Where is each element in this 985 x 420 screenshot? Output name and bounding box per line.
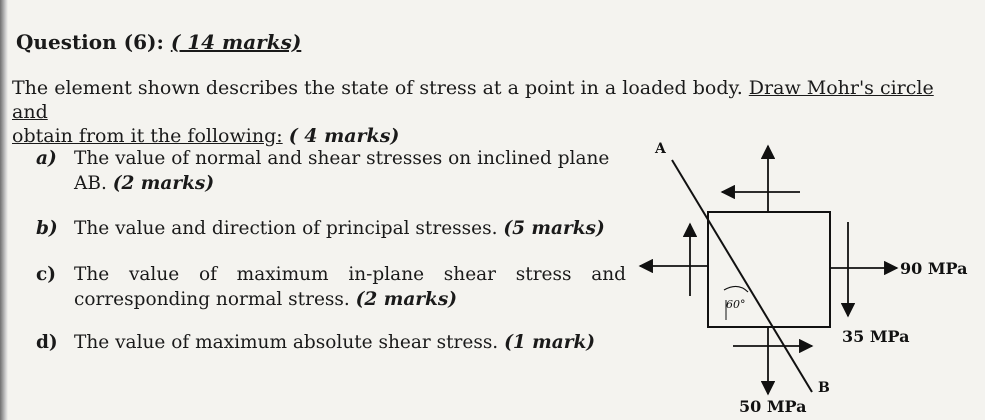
item-text-continued: corresponding normal stress.	[74, 289, 350, 310]
sub-question-b	[36, 216, 626, 241]
intro-instruction-2: obtain from it the following:	[12, 125, 283, 147]
intro-text: The element shown describes the state of stress at a point in a loaded body.	[12, 77, 743, 99]
question-marks: ( 14 marks)	[170, 30, 302, 54]
item-text: The value of maximum absolute shear stress.	[74, 332, 499, 353]
item-text-continued: AB.	[74, 173, 107, 194]
question-number: Question (6):	[16, 30, 164, 54]
item-text: The value and direction of principal stresses.	[74, 218, 498, 239]
point-a-label: A	[655, 141, 666, 157]
sub-question-d	[36, 330, 626, 355]
stress-element-figure	[620, 130, 980, 420]
item-marks: (2 marks)	[112, 173, 215, 194]
stress-x-label: 90 MPa	[900, 259, 968, 278]
point-b-label: B	[818, 380, 830, 396]
angle-arc	[724, 286, 748, 292]
stress-y-label: 50 MPa	[739, 397, 807, 416]
item-marks: (2 marks)	[355, 289, 458, 310]
item-marks: (5 marks)	[503, 218, 605, 239]
intro-marks: ( 4 marks)	[288, 125, 400, 147]
sub-question-a	[36, 146, 626, 196]
shear-stress-label: 35 MPa	[842, 327, 910, 346]
item-label: b)	[36, 218, 58, 239]
item-marks: (1 mark)	[504, 332, 596, 353]
item-text: The value of normal and shear stresses on inclined plane	[74, 148, 610, 169]
sub-question-c	[36, 262, 626, 312]
item-label: a)	[36, 148, 57, 169]
item-text: The value of maximum in-plane shear stress and	[74, 264, 626, 285]
item-label: c)	[36, 264, 57, 285]
question-title	[16, 30, 301, 54]
item-label: d)	[36, 332, 58, 353]
intro-instruction-1: Draw Mohr's circle and	[12, 77, 934, 123]
angle-label: 60°	[726, 298, 746, 311]
inclined-plane-ab	[672, 160, 812, 392]
scan-edge-shadow	[0, 0, 8, 420]
